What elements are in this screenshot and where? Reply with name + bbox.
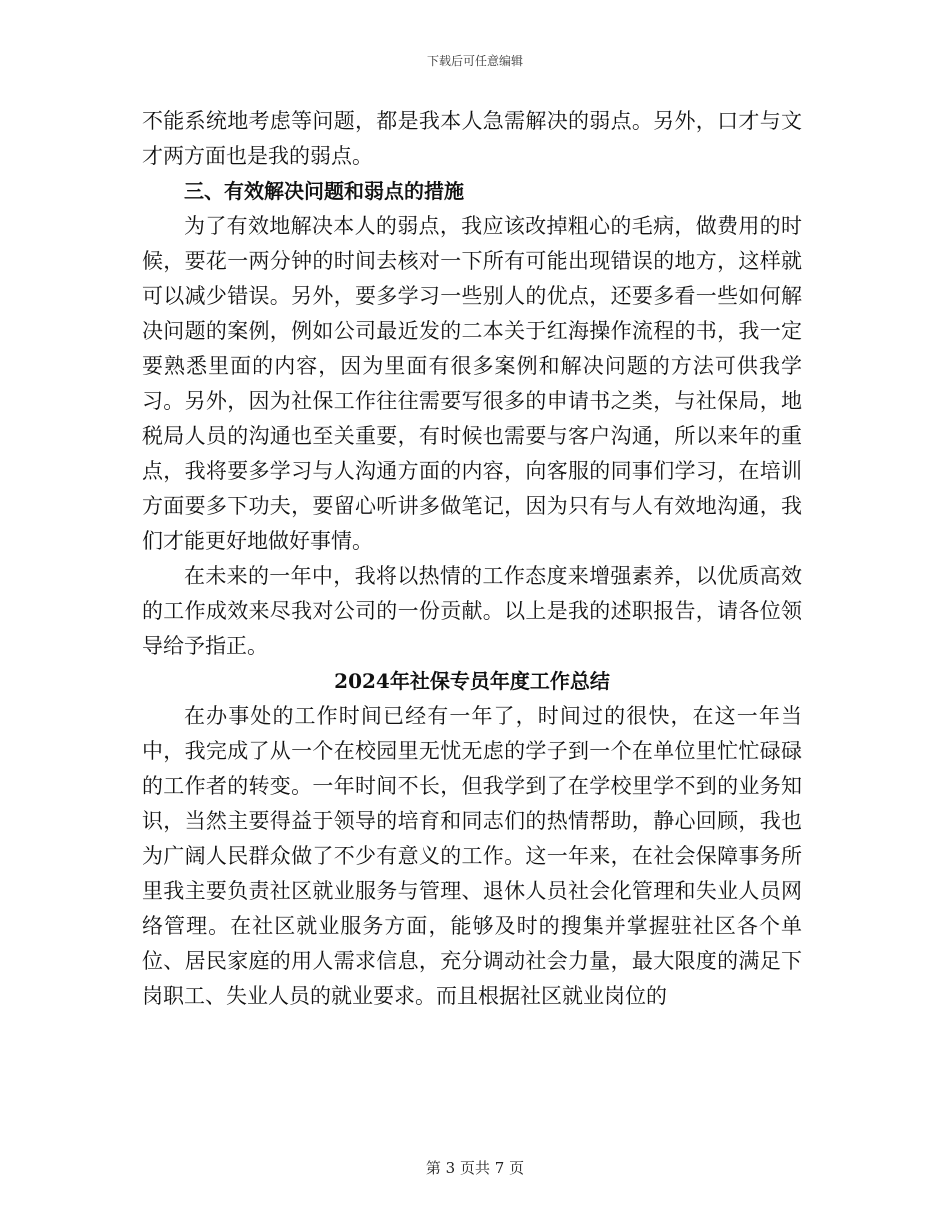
paragraph-conclusion: 在未来的一年中，我将以热情的工作态度来增强素养，以优质高效的工作成效来尽我对公司的一份贡献。以上是我的述职报告，请各位领导给予指正。 — [142, 564, 802, 658]
document-title: 2024年社保专员年度工作总结 — [334, 669, 610, 693]
paragraph-measures: 为了有效地解决本人的弱点，我应该改掉粗心的毛病，做费用的时候，要花一两分钟的时间去核对一下所有可能出现错误的地方，这样就可以减少错误。另外，要多学习一些别人的优点，还要多看一些如何解决问题的案例，例如公司最近发的二本关于红海操作流程的书，我一定要熟悉里面的内容，因为里面有很多案例和解决问题的方法可供我学习。另外，因为社保工作往往需要写很多的申请书之类，与社保局，地税局人员的沟通也至关重要，有时候也需要与客户沟通，所以来年的重点，我将要多学习与人沟通方面的内容，向客服的同事们学习，在培训方面要多下功夫，要留心听讲多做笔记，因为只有与人有效地沟通，我们才能更好地做好事情。 — [142, 214, 802, 553]
page-number: 第 3 页共 7 页 — [425, 1159, 525, 1177]
section-heading: 三、有效解决问题和弱点的措施 — [184, 179, 464, 203]
page-header: 下载后可任意编辑 — [426, 54, 523, 68]
document-body — [142, 104, 802, 1014]
paragraph-summary: 在办事处的工作时间已经有一年了，时间过的很快，在这一年当中，我完成了从一个在校园里无忧无虑的学子到一个在单位里忙忙碌碌的工作者的转变。一年时间不长，但我学到了在学校里学不到的业务知识，当然主要得益于领导的培育和同志们的热情帮助，静心回顾，我也为广阔人民群众做了不少有意义的工作。这一年来，在社会保障事务所里我主要负责社区就业服务与管理、退休人员社会化管理和失业人员网络管理。在社区就业服务方面，能够及时的搜集并掌握驻社区各个单位、居民家庭的用人需求信息，充分调动社会力量，最大限度的满足下岗职工、失业人员的就业要求。而且根据社区就业岗位的 — [142, 704, 802, 1008]
paragraph-continued: 不能系统地考虑等问题，都是我本人急需解决的弱点。另外，口才与文才两方面也是我的弱点。 — [142, 109, 802, 168]
